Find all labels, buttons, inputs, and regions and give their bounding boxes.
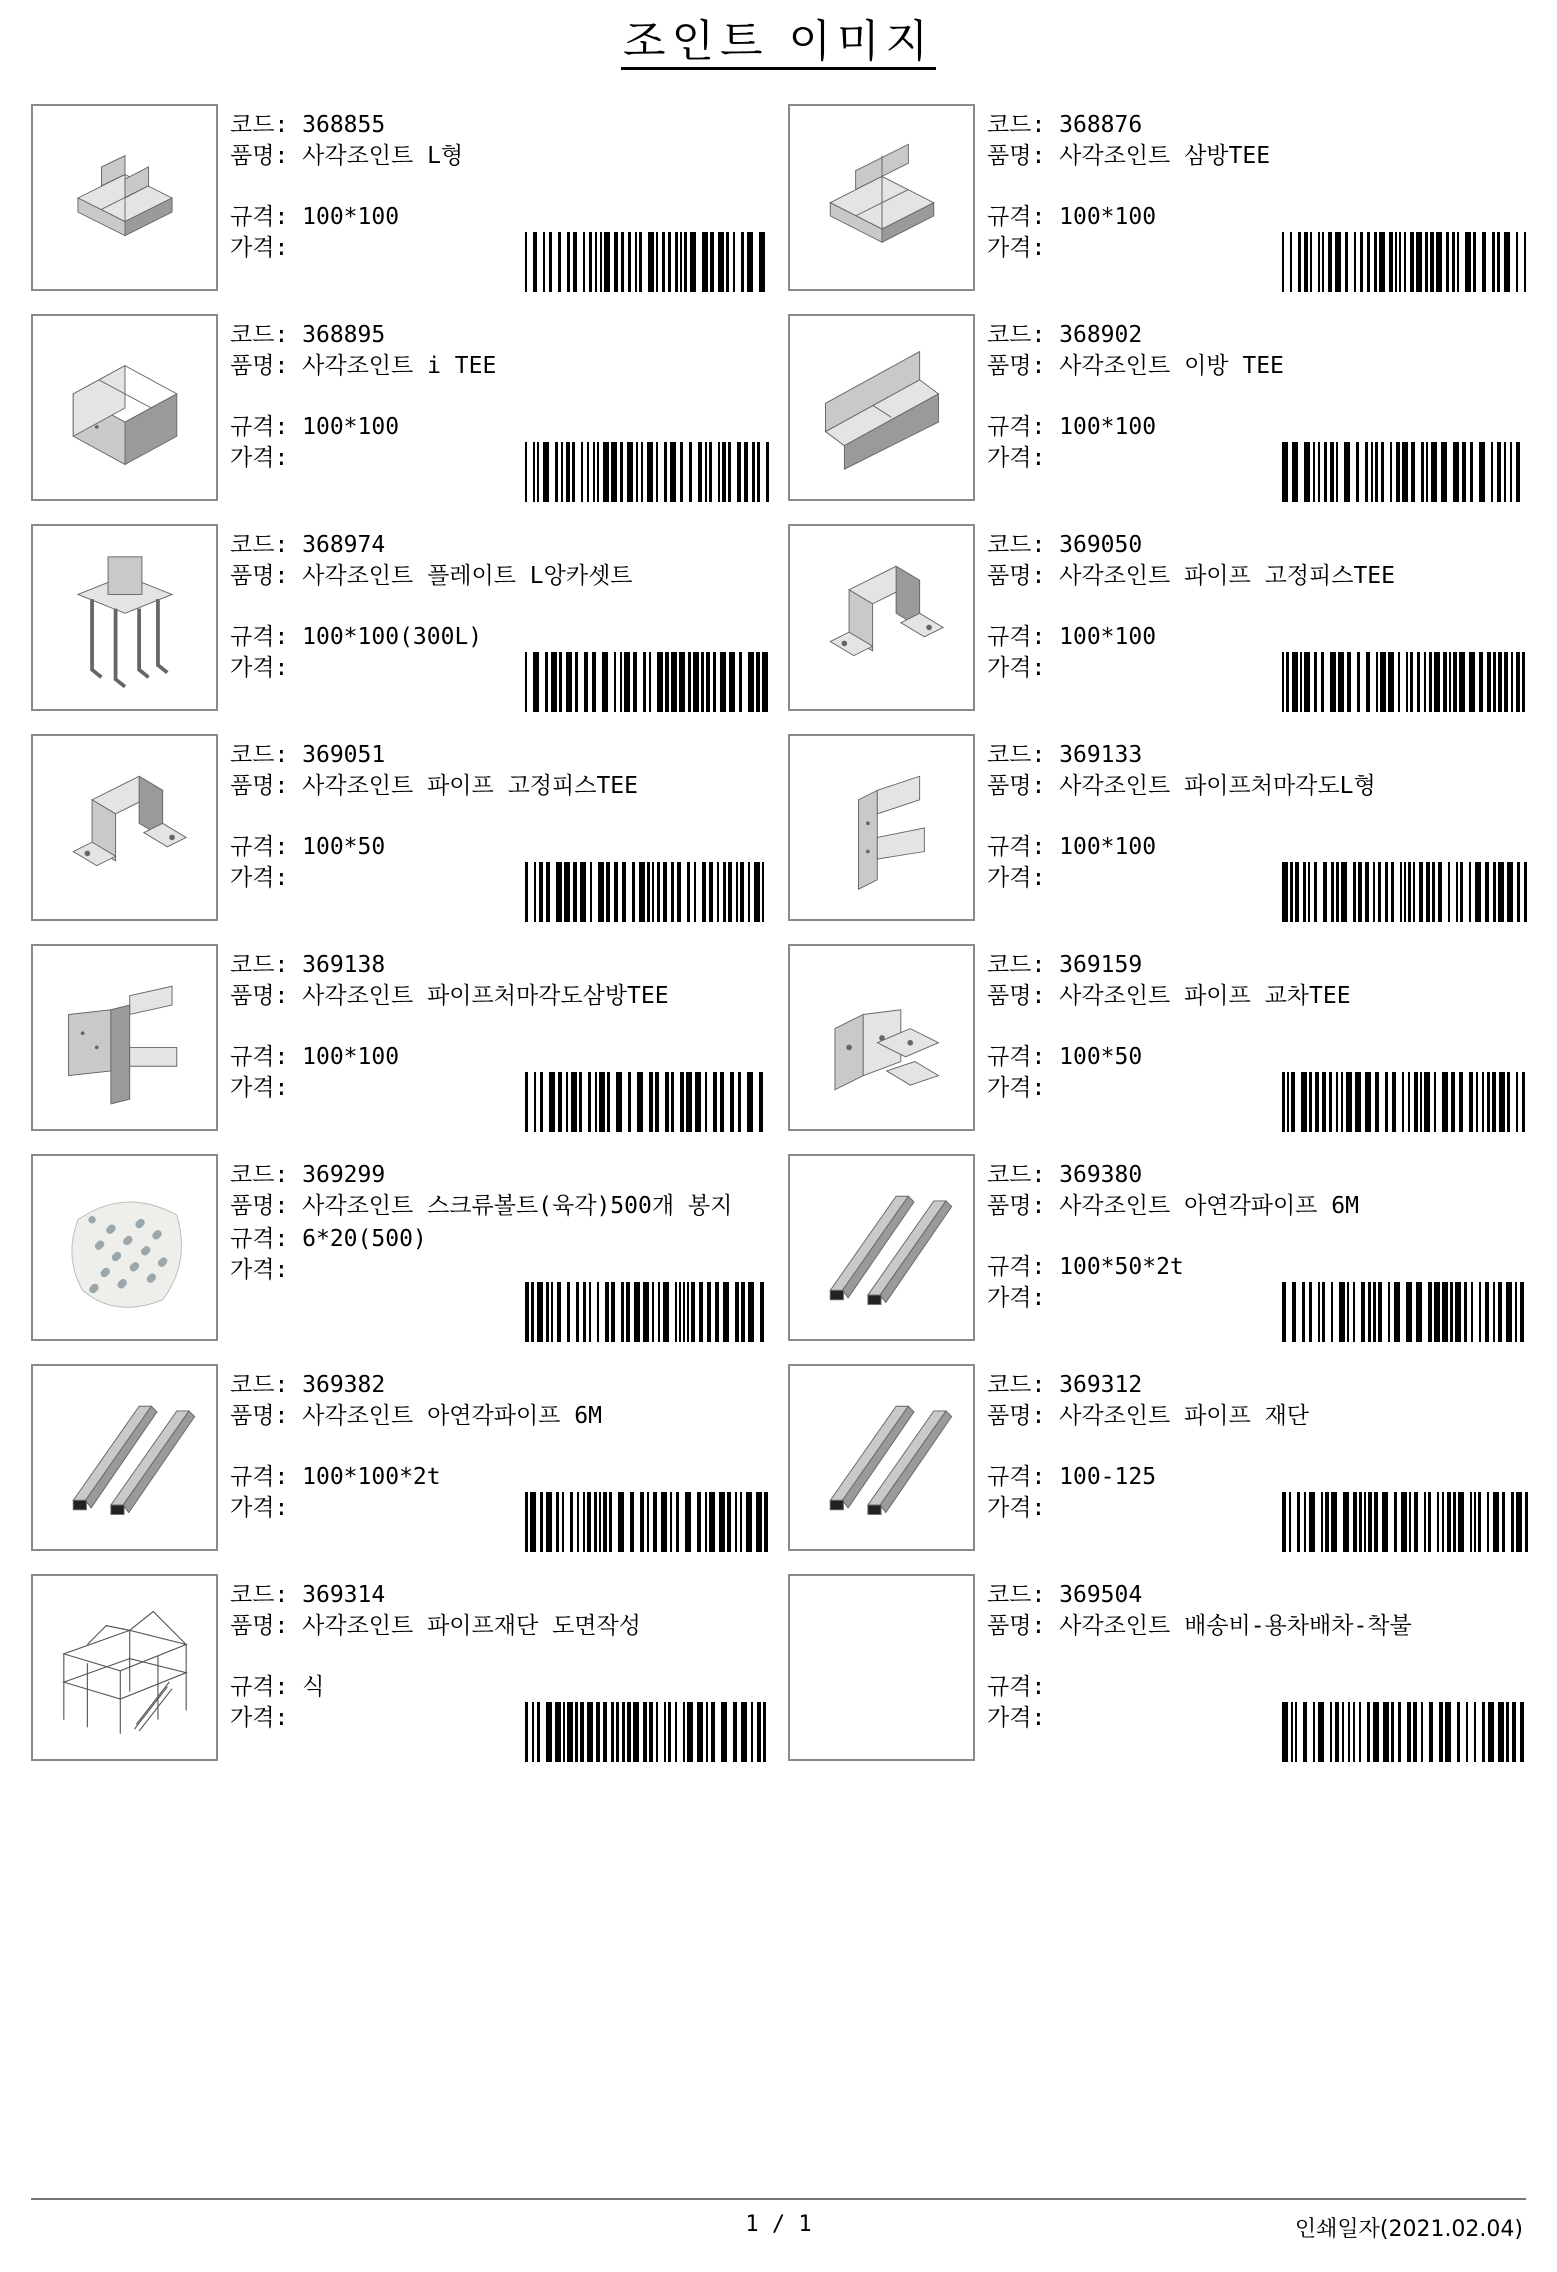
price-row: 가격:	[230, 1075, 289, 1101]
product-card	[788, 1574, 1538, 1766]
product-card	[788, 1364, 1538, 1556]
product-image	[788, 1574, 975, 1761]
product-image	[788, 1154, 975, 1341]
product-card	[788, 1154, 1538, 1346]
barcode	[523, 442, 773, 502]
product-card	[788, 734, 1538, 926]
product-name: 사각조인트 파이프 고정피스TEE	[1059, 563, 1395, 589]
code-row: 코드: 369299	[230, 1162, 386, 1188]
channel-joint-icon	[802, 328, 962, 488]
price-row: 가격:	[987, 1705, 1046, 1731]
product-card	[31, 1364, 781, 1556]
spec-row: 규격: 100*50	[230, 834, 386, 860]
anchor-plate-icon	[45, 538, 205, 698]
code-row: 코드: 368895	[230, 322, 386, 348]
product-name: 사각조인트 삼방TEE	[1059, 143, 1271, 169]
product-image	[788, 104, 975, 291]
spec-row: 규격: 100*100	[987, 624, 1157, 650]
product-card	[31, 734, 781, 926]
name-row: 품명: 사각조인트 L형	[230, 143, 464, 169]
price-row: 가격:	[987, 1285, 1046, 1311]
name-row: 품명: 사각조인트 플레이트 L앙카셋트	[230, 563, 633, 589]
product-code: 369299	[302, 1162, 386, 1188]
product-code: 368855	[302, 112, 386, 138]
product-name: 사각조인트 L형	[302, 143, 464, 169]
product-name: 사각조인트 파이프 교차TEE	[1059, 983, 1351, 1009]
product-card	[31, 524, 781, 716]
product-code: 369312	[1059, 1372, 1143, 1398]
page-number: 1 / 1	[745, 2212, 812, 2237]
barcode	[523, 652, 773, 712]
pipe-bracket-icon	[45, 748, 205, 908]
product-image	[788, 524, 975, 711]
name-row: 품명: 사각조인트 삼방TEE	[987, 143, 1271, 169]
price-row: 가격:	[230, 235, 289, 261]
product-code: 369050	[1059, 532, 1143, 558]
product-image	[788, 1364, 975, 1551]
product-image	[31, 1154, 218, 1341]
product-spec: 100*100	[1059, 624, 1157, 650]
product-image	[788, 944, 975, 1131]
product-code: 368876	[1059, 112, 1143, 138]
name-row: 품명: 사각조인트 파이프 재단	[987, 1403, 1310, 1429]
product-image	[31, 1574, 218, 1761]
product-name: 사각조인트 아연각파이프 6M	[302, 1403, 602, 1429]
product-card	[788, 104, 1538, 296]
code-row: 코드: 369380	[987, 1162, 1143, 1188]
price-row: 가격:	[987, 865, 1046, 891]
product-image	[31, 314, 218, 501]
product-name: 사각조인트 파이프처마각도삼방TEE	[302, 983, 669, 1009]
barcode	[523, 1492, 773, 1552]
spec-row: 규격:	[987, 1674, 1046, 1700]
product-code: 368902	[1059, 322, 1143, 348]
product-image	[788, 734, 975, 921]
price-row: 가격:	[987, 655, 1046, 681]
eave-l-icon	[802, 748, 962, 908]
product-spec: 100*50	[1059, 1044, 1143, 1070]
code-row: 코드: 369159	[987, 952, 1143, 978]
product-spec: 식	[302, 1674, 325, 1700]
product-card	[788, 314, 1538, 506]
product-card	[31, 1154, 781, 1346]
product-spec: 100*100	[1059, 834, 1157, 860]
product-name: 사각조인트 아연각파이프 6M	[1059, 1193, 1359, 1219]
product-code: 369133	[1059, 742, 1143, 768]
pipe-bracket-icon	[802, 538, 962, 698]
name-row: 품명: 사각조인트 스크류볼트(육각)500개 봉지	[230, 1193, 733, 1219]
product-name: 사각조인트 배송비-용차배차-착불	[1059, 1613, 1412, 1639]
product-spec: 6*20(500)	[302, 1226, 427, 1252]
spec-row: 규격: 100*100	[987, 834, 1157, 860]
product-image	[788, 314, 975, 501]
product-spec: 100*50*2t	[1059, 1254, 1184, 1280]
product-spec: 100*100	[302, 204, 400, 230]
structure-drawing-icon	[45, 1588, 205, 1748]
footer-divider	[31, 2198, 1526, 2200]
product-image	[31, 944, 218, 1131]
price-row: 가격:	[987, 445, 1046, 471]
product-card	[31, 944, 781, 1136]
product-card	[31, 104, 781, 296]
product-spec: 100-125	[1059, 1464, 1157, 1490]
product-name: 사각조인트 파이프 고정피스TEE	[302, 773, 638, 799]
spec-row: 규격: 식	[230, 1674, 325, 1700]
code-row: 코드: 369504	[987, 1582, 1143, 1608]
code-row: 코드: 368855	[230, 112, 386, 138]
price-row: 가격:	[987, 1075, 1046, 1101]
name-row: 품명: 사각조인트 이방 TEE	[987, 353, 1284, 379]
cross-joint-icon	[45, 118, 205, 278]
price-row: 가격:	[230, 445, 289, 471]
product-code: 368895	[302, 322, 386, 348]
spec-row: 규격: 6*20(500)	[230, 1226, 427, 1252]
product-image	[31, 1364, 218, 1551]
barcode	[1280, 1282, 1530, 1342]
product-card	[31, 314, 781, 506]
square-pipe-icon	[45, 1378, 205, 1538]
price-row: 가격:	[230, 1705, 289, 1731]
product-code: 369138	[302, 952, 386, 978]
barcode	[1280, 1072, 1530, 1132]
barcode	[1280, 652, 1530, 712]
product-spec: 100*100(300L)	[302, 624, 483, 650]
code-row: 코드: 369138	[230, 952, 386, 978]
product-code: 369051	[302, 742, 386, 768]
product-name: 사각조인트 파이프처마각도L형	[1059, 773, 1376, 799]
product-spec: 100*100	[1059, 204, 1157, 230]
product-name: 사각조인트 파이프 재단	[1059, 1403, 1310, 1429]
name-row: 품명: 사각조인트 파이프처마각도L형	[987, 773, 1376, 799]
barcode	[1280, 1702, 1530, 1762]
price-row: 가격:	[230, 655, 289, 681]
spec-row: 규격: 100-125	[987, 1464, 1157, 1490]
price-row: 가격:	[230, 1495, 289, 1521]
product-code: 368974	[302, 532, 386, 558]
product-name: 사각조인트 스크류볼트(육각)500개 봉지	[302, 1193, 733, 1219]
barcode	[523, 1702, 773, 1762]
product-spec: 100*100	[302, 1044, 400, 1070]
product-spec: 100*100*2t	[302, 1464, 441, 1490]
spec-row: 규격: 100*100	[987, 204, 1157, 230]
square-pipe-icon	[802, 1168, 962, 1328]
product-spec: 100*100	[302, 414, 400, 440]
product-code: 369314	[302, 1582, 386, 1608]
barcode	[1280, 862, 1530, 922]
code-row: 코드: 369312	[987, 1372, 1143, 1398]
spec-row: 규격: 100*100	[230, 1044, 400, 1070]
name-row: 품명: 사각조인트 파이프처마각도삼방TEE	[230, 983, 669, 1009]
barcode	[1280, 1492, 1530, 1552]
product-code: 369380	[1059, 1162, 1143, 1188]
product-name: 사각조인트 플레이트 L앙카셋트	[302, 563, 633, 589]
price-row: 가격:	[230, 1257, 289, 1283]
product-spec: 100*50	[302, 834, 386, 860]
barcode	[1280, 442, 1530, 502]
product-card	[788, 944, 1538, 1136]
product-code: 369382	[302, 1372, 386, 1398]
product-spec: 100*100	[1059, 414, 1157, 440]
price-row: 가격:	[987, 1495, 1046, 1521]
code-row: 코드: 369133	[987, 742, 1143, 768]
product-card	[788, 524, 1538, 716]
barcode	[523, 1072, 773, 1132]
spec-row: 규격: 100*50*2t	[987, 1254, 1184, 1280]
price-row: 가격:	[987, 235, 1046, 261]
cross-tee-icon	[802, 958, 962, 1118]
box-joint-icon	[45, 328, 205, 488]
name-row: 품명: 사각조인트 파이프재단 도면작성	[230, 1613, 641, 1639]
code-row: 코드: 369314	[230, 1582, 386, 1608]
name-row: 품명: 사각조인트 아연각파이프 6M	[987, 1193, 1359, 1219]
screw-bag-icon	[45, 1168, 205, 1328]
price-row: 가격:	[230, 865, 289, 891]
eave-tee-icon	[45, 958, 205, 1118]
product-name: 사각조인트 파이프재단 도면작성	[302, 1613, 641, 1639]
product-name: 사각조인트 i TEE	[302, 353, 497, 379]
tee-joint-icon	[802, 118, 962, 278]
product-image	[31, 104, 218, 291]
product-name: 사각조인트 이방 TEE	[1059, 353, 1284, 379]
code-row: 코드: 368902	[987, 322, 1143, 348]
barcode	[523, 1282, 773, 1342]
page-title: 조인트 이미지	[0, 14, 1557, 70]
product-image	[31, 524, 218, 711]
barcode	[523, 862, 773, 922]
name-row: 품명: 사각조인트 아연각파이프 6M	[230, 1403, 602, 1429]
name-row: 품명: 사각조인트 배송비-용차배차-착불	[987, 1613, 1412, 1639]
name-row: 품명: 사각조인트 i TEE	[230, 353, 497, 379]
product-image	[31, 734, 218, 921]
print-date: 인쇄일자(2021.02.04)	[1294, 2217, 1523, 2242]
name-row: 품명: 사각조인트 파이프 교차TEE	[987, 983, 1351, 1009]
product-card	[31, 1574, 781, 1766]
square-pipe-icon	[802, 1378, 962, 1538]
name-row: 품명: 사각조인트 파이프 고정피스TEE	[987, 563, 1395, 589]
code-row: 코드: 368974	[230, 532, 386, 558]
name-row: 품명: 사각조인트 파이프 고정피스TEE	[230, 773, 638, 799]
spec-row: 규격: 100*100	[230, 414, 400, 440]
product-code: 369159	[1059, 952, 1143, 978]
code-row: 코드: 369051	[230, 742, 386, 768]
code-row: 코드: 368876	[987, 112, 1143, 138]
barcode	[1280, 232, 1530, 292]
spec-row: 규격: 100*100*2t	[230, 1464, 441, 1490]
product-code: 369504	[1059, 1582, 1143, 1608]
code-row: 코드: 369382	[230, 1372, 386, 1398]
spec-row: 규격: 100*50	[987, 1044, 1143, 1070]
spec-row: 규격: 100*100	[230, 204, 400, 230]
spec-row: 규격: 100*100(300L)	[230, 624, 483, 650]
barcode	[523, 232, 773, 292]
spec-row: 규격: 100*100	[987, 414, 1157, 440]
code-row: 코드: 369050	[987, 532, 1143, 558]
